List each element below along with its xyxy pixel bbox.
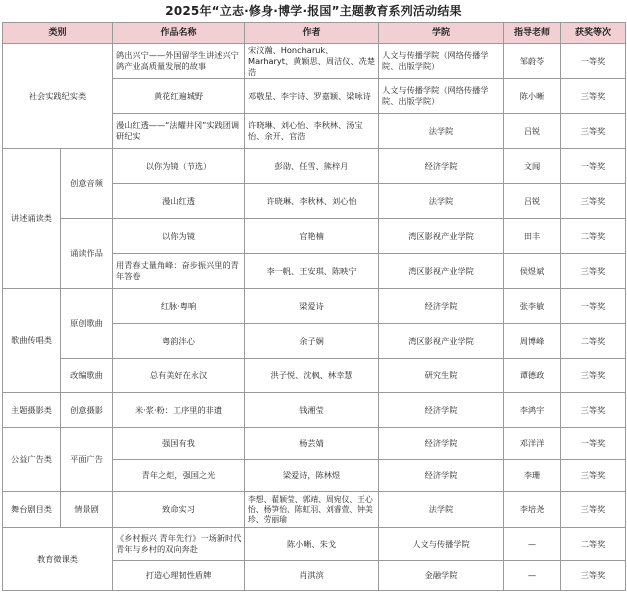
author-cell: 余子娴 (245, 324, 379, 359)
author-cell: 陈小晰、朱戈 (245, 528, 379, 561)
author-cell: 杨芸婧 (245, 428, 379, 460)
category-recite: 讲述诵读类 (3, 149, 61, 289)
category-social: 社会实践纪实类 (3, 44, 113, 149)
author-cell: 梁爱诗，陈林煜 (245, 460, 379, 492)
table-row (3, 359, 626, 393)
college-cell: 人文与传播学院（网络传播学院、出版学院） (379, 44, 504, 79)
award-cell: 三等奖 (561, 393, 626, 428)
work-name: 致命实习 (113, 492, 245, 528)
work-name: 粤韵泮心 (113, 324, 245, 359)
college-cell: 研究生院 (379, 359, 504, 393)
college-cell: 人文与传播学院（网络传播学院、出版学院） (379, 79, 504, 114)
award-cell: 三等奖 (561, 359, 626, 393)
table-row (3, 393, 626, 428)
table-row (3, 44, 626, 79)
author-cell: 李想、翟颖莹、郭靖、周宛仪、王心怡、杨笋怡、陈虹羽、刘睿萱、钟美珍、劳丽瑜 (245, 492, 379, 528)
teacher-cell: 文闻 (504, 149, 561, 184)
award-cell: 三等奖 (561, 184, 626, 219)
teacher-cell: 李培尧 (504, 492, 561, 528)
teacher-cell: 吕锐 (504, 184, 561, 219)
college-cell: 人文与传播学院 (379, 528, 504, 561)
work-name: 红脉·粤响 (113, 289, 245, 324)
subcategory-recite-audio: 创意音频 (61, 149, 113, 219)
table-row (3, 428, 626, 460)
award-cell: 一等奖 (561, 44, 626, 79)
page-title: 2025年“立志·修身·博学·报国”主题教育系列活动结果 (165, 4, 462, 18)
award-cell: 一等奖 (561, 289, 626, 324)
table-row (3, 289, 626, 324)
college-cell: 湾区影视产业学院 (379, 219, 504, 254)
author-cell: 宋汶瀚、Honcharuk、Marharyt、黄颖思、周洁仪、冼楚浩 (245, 44, 379, 79)
teacher-cell: 李鸿宇 (504, 393, 561, 428)
work-name: 以你为镜 (113, 219, 245, 254)
award-cell: 三等奖 (561, 114, 626, 149)
teacher-cell: 张李敏 (504, 289, 561, 324)
author-cell: 邓敬星、李宇诗、罗嘉颖、梁咏诗 (245, 79, 379, 114)
teacher-cell: 陈小晰 (504, 79, 561, 114)
college-cell: 经济学院 (379, 289, 504, 324)
category-ad: 公益广告类 (3, 428, 61, 492)
college-cell: 湾区影视产业学院 (379, 254, 504, 289)
header-college: 学院 (379, 23, 504, 44)
category-micro: 教育微课类 (3, 528, 113, 591)
college-cell: 法学院 (379, 184, 504, 219)
category-drama: 舞台剧目类 (3, 492, 61, 528)
results-table (2, 22, 626, 591)
work-name: 总有美好在永汉 (113, 359, 245, 393)
award-cell: 三等奖 (561, 79, 626, 114)
subcategory-song-adapted: 改编歌曲 (61, 359, 113, 393)
college-cell: 金融学院 (379, 561, 504, 591)
college-cell: 经济学院 (379, 428, 504, 460)
work-name: 《乡村振兴 青年先行》一场新时代青年与乡村的双向奔赴 (113, 528, 245, 561)
teacher-cell: 侯煜斌 (504, 254, 561, 289)
work-name: 用青春丈量角峰：奋步振兴里的青年答卷 (113, 254, 245, 289)
table-row (3, 219, 626, 254)
teacher-cell: 周博峰 (504, 324, 561, 359)
college-cell: 法学院 (379, 114, 504, 149)
header-row (3, 23, 626, 44)
award-cell: 二等奖 (561, 219, 626, 254)
header-work: 作品名称 (113, 23, 245, 44)
teacher-cell: 谭德政 (504, 359, 561, 393)
table-row (3, 528, 626, 561)
work-name: 黄花红遍城野 (113, 79, 245, 114)
award-cell: 二等奖 (561, 528, 626, 561)
teacher-cell: 吕锐 (504, 114, 561, 149)
work-name: 打造心理韧性盾牌 (113, 561, 245, 591)
teacher-cell: — (504, 528, 561, 561)
college-cell: 经济学院 (379, 149, 504, 184)
college-cell: 经济学院 (379, 460, 504, 492)
award-cell: 三等奖 (561, 561, 626, 591)
author-cell: 彭劭、任雪、熊梓月 (245, 149, 379, 184)
subcategory-ad: 平面广告 (61, 428, 113, 492)
award-cell: 一等奖 (561, 149, 626, 184)
table-row (3, 492, 626, 528)
header-teacher: 指导老师 (504, 23, 561, 44)
teacher-cell: 邓洋洋 (504, 428, 561, 460)
author-cell: 官艳楠 (245, 219, 379, 254)
author-cell: 钱湘莹 (245, 393, 379, 428)
work-name: 以你为镜（节选） (113, 149, 245, 184)
award-cell: 三等奖 (561, 460, 626, 492)
author-cell: 洪子悦、沈枫、林幸慧 (245, 359, 379, 393)
subcategory-drama: 情景剧 (61, 492, 113, 528)
teacher-cell: 李珊 (504, 460, 561, 492)
work-name: 米·浆·粉：工序里的非遗 (113, 393, 245, 428)
header-award: 获奖等次 (561, 23, 626, 44)
teacher-cell: 田丰 (504, 219, 561, 254)
award-cell: 二等奖 (561, 324, 626, 359)
teacher-cell: 邹蔚苓 (504, 44, 561, 79)
college-cell: 湾区影视产业学院 (379, 324, 504, 359)
work-name: 漫山红透——“法耀井冈”实践团调研纪实 (113, 114, 245, 149)
college-cell: 经济学院 (379, 393, 504, 428)
work-name: 鸽出兴宁——外国留学生讲述兴宁鸽产业高质量发展的故事 (113, 44, 245, 79)
work-name: 青年之炬，强国之光 (113, 460, 245, 492)
award-cell: 一等奖 (561, 428, 626, 460)
author-cell: 梁爱诗 (245, 289, 379, 324)
subcategory-recite-works: 诵读作品 (61, 219, 113, 289)
table-row (3, 149, 626, 184)
header-author: 作者 (245, 23, 379, 44)
category-photo: 主题摄影类 (3, 393, 61, 428)
header-category: 类别 (3, 23, 113, 44)
author-cell: 许晓琳、刘心怡、李秋林、汤宝怡、余开、官浩 (245, 114, 379, 149)
work-name: 漫山红透 (113, 184, 245, 219)
author-cell: 李一帆、王安琪、陈映宁 (245, 254, 379, 289)
college-cell: 法学院 (379, 492, 504, 528)
author-cell: 肖淇滨 (245, 561, 379, 591)
award-cell: 三等奖 (561, 492, 626, 528)
category-song: 歌曲传唱类 (3, 289, 61, 393)
subcategory-photo: 创意摄影 (61, 393, 113, 428)
author-cell: 许晓琳、李秋林、刘心怡 (245, 184, 379, 219)
award-cell: 三等奖 (561, 254, 626, 289)
teacher-cell: — (504, 561, 561, 591)
work-name: 强国有我 (113, 428, 245, 460)
subcategory-song-original: 原创歌曲 (61, 289, 113, 359)
